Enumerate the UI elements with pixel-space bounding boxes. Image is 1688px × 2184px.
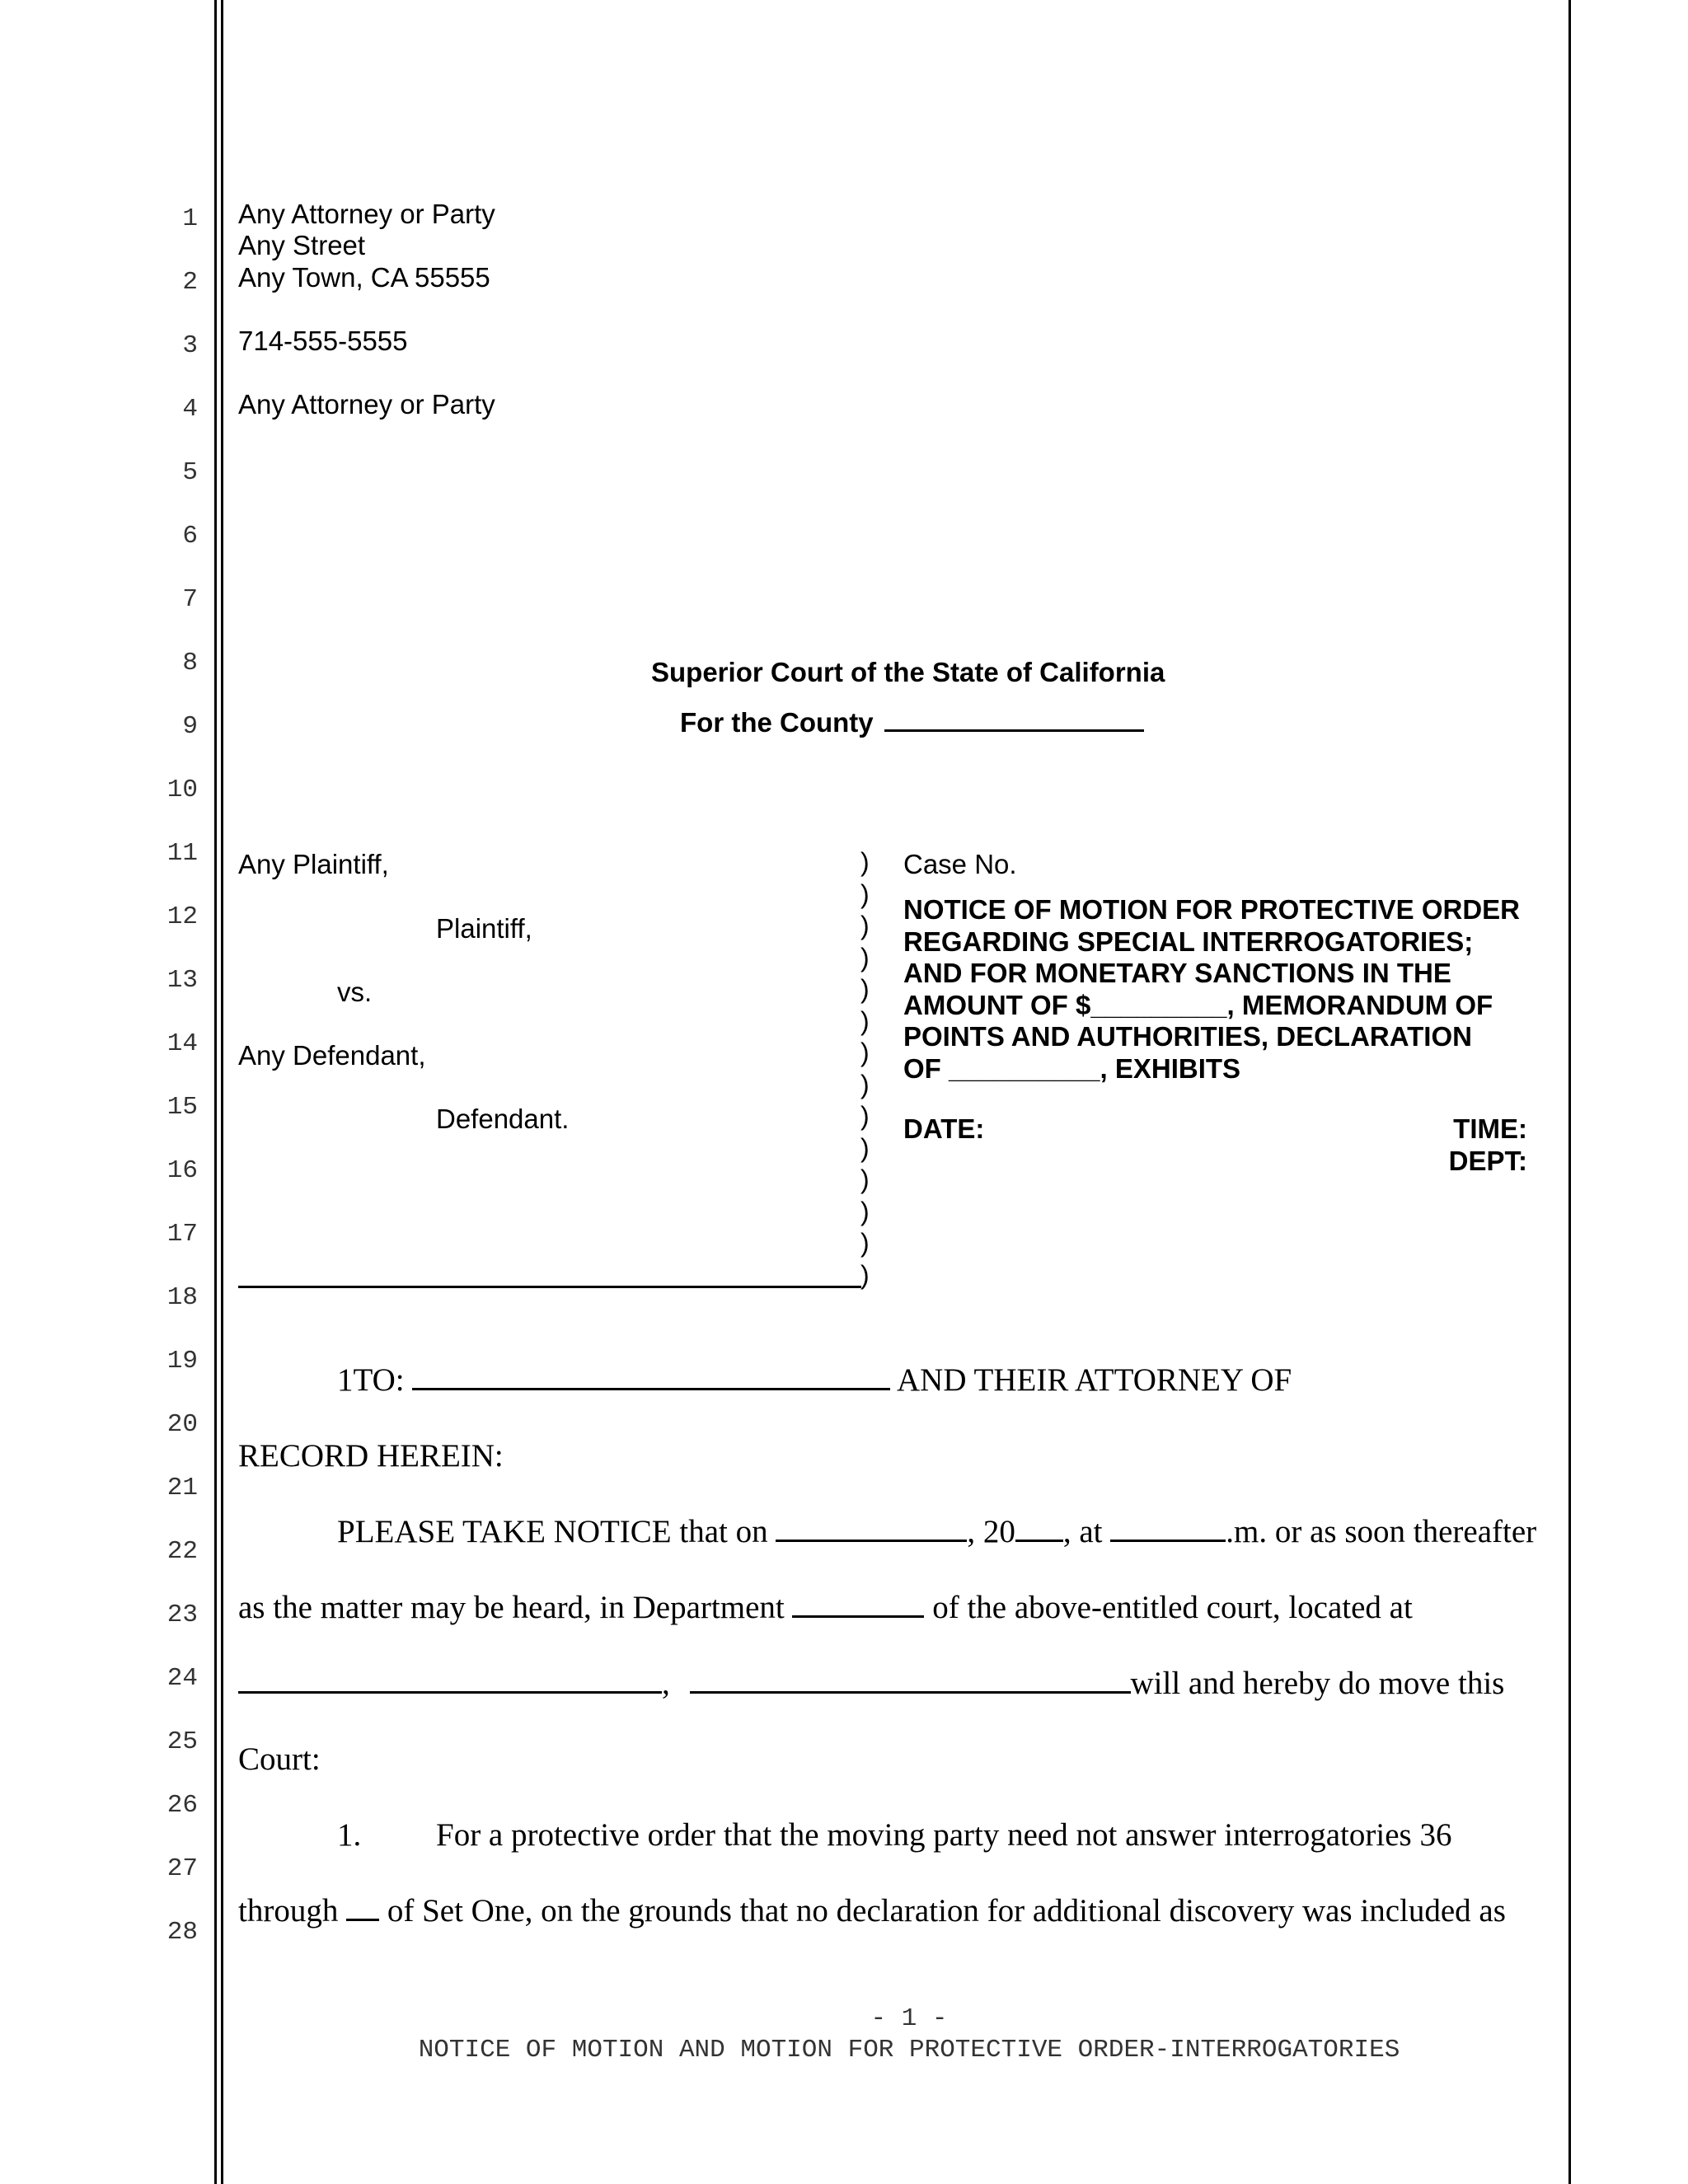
- attorney-street: Any Street: [238, 230, 366, 260]
- document-title-line: POINTS AND AUTHORITIES, DECLARATION: [903, 1021, 1472, 1052]
- defendant-role: Defendant.: [436, 1104, 570, 1134]
- hearing-time-label: TIME:: [1453, 1113, 1527, 1144]
- hearing-time-blank: [1110, 1515, 1226, 1542]
- through-text: through: [238, 1893, 339, 1929]
- line-number: 20: [166, 1410, 198, 1439]
- line-number: 21: [166, 1474, 198, 1502]
- item-text: For a protective order that the moving party need not answer interrogatories 36: [436, 1817, 1452, 1853]
- line-number: 23: [166, 1601, 198, 1629]
- notice-at: , at: [1062, 1514, 1103, 1549]
- line-number: 9: [182, 712, 198, 741]
- heard-text-2: of the above-entitled court, located at: [932, 1590, 1413, 1625]
- line-number: 4: [182, 395, 198, 424]
- line-number: 15: [166, 1093, 198, 1122]
- attorney-for: Any Attorney or Party: [238, 389, 495, 419]
- caption-paren: ): [860, 911, 870, 940]
- document-title-line: AMOUNT OF $_________, MEMORANDUM OF: [903, 990, 1493, 1020]
- interrogatory-end-blank: [346, 1894, 379, 1921]
- court-name: Superior Court of the State of California: [651, 657, 1165, 687]
- notice-year-prefix: , 20: [967, 1514, 1015, 1549]
- line-number: 10: [166, 776, 198, 804]
- line-number: 8: [182, 649, 198, 677]
- location-comma: ,: [662, 1666, 670, 1701]
- caption-paren: ): [860, 1038, 870, 1067]
- caption-paren: ): [860, 847, 870, 877]
- caption-paren: ): [860, 1070, 870, 1099]
- caption-paren: ): [860, 879, 870, 909]
- hearing-date-label: DATE:: [903, 1113, 985, 1144]
- case-number-label: Case No.: [903, 849, 1017, 879]
- document-title-line: OF __________, EXHIBITS: [903, 1053, 1241, 1084]
- caption-paren: ): [860, 943, 870, 972]
- body-line-court: Court:: [238, 1741, 321, 1777]
- move-text: will and hereby do move this: [1130, 1666, 1505, 1701]
- heard-text: as the matter may be heard, in Department: [238, 1590, 785, 1625]
- body-line-location: [238, 1665, 1504, 1702]
- body-line-heard: [238, 1589, 1413, 1626]
- line-number: 19: [166, 1347, 198, 1376]
- department-blank: [792, 1591, 924, 1618]
- body-line-notice: [337, 1513, 1536, 1550]
- line-number: 26: [166, 1791, 198, 1820]
- line-number: 25: [166, 1727, 198, 1756]
- through-text-2: of Set One, on the grounds that no declaration for additional discovery was included as: [387, 1893, 1506, 1929]
- line-number: 3: [182, 331, 198, 360]
- item-number: 1.: [337, 1817, 362, 1853]
- line-number: 13: [166, 966, 198, 995]
- moving-party-blank: [690, 1666, 1131, 1694]
- line-number: 11: [166, 839, 198, 868]
- hearing-dept-label: DEPT:: [1448, 1146, 1527, 1176]
- to-suffix: AND THEIR ATTORNEY OF: [896, 1362, 1292, 1398]
- right-margin-rule: [1568, 0, 1571, 2184]
- attorney-city: Any Town, CA 55555: [238, 262, 490, 293]
- body-line-through: [238, 1892, 1506, 1929]
- body-line-to: [337, 1361, 1292, 1399]
- line-number: 18: [166, 1283, 198, 1312]
- footer-title: NOTICE OF MOTION AND MOTION FOR PROTECTIVE ORDER-INTERROGATORIES: [418, 2036, 1400, 2064]
- plaintiff-role: Plaintiff,: [436, 913, 532, 944]
- caption-bottom-rule: [238, 1286, 861, 1288]
- caption-paren: ): [860, 1260, 870, 1290]
- notice-text: PLEASE TAKE NOTICE that on: [337, 1514, 768, 1549]
- line-number: 28: [166, 1918, 198, 1947]
- line-number: 1: [182, 204, 198, 233]
- caption-paren: ): [860, 1228, 870, 1258]
- line-number: 24: [166, 1664, 198, 1693]
- line-number: 22: [166, 1537, 198, 1566]
- attorney-name: Any Attorney or Party: [238, 199, 495, 229]
- caption-paren: ): [860, 1197, 870, 1226]
- line-number: 12: [166, 902, 198, 931]
- document-title-line: NOTICE OF MOTION FOR PROTECTIVE ORDER: [903, 894, 1521, 925]
- line-number: 14: [166, 1029, 198, 1058]
- line-number: 5: [182, 458, 198, 487]
- year-blank: [1015, 1515, 1063, 1542]
- attorney-phone: 714-555-5555: [238, 326, 408, 356]
- caption-paren: ): [860, 1101, 870, 1131]
- hearing-date-blank: [776, 1515, 967, 1542]
- county-line: [680, 705, 1144, 738]
- document-title-line: AND FOR MONETARY SANCTIONS IN THE: [903, 958, 1451, 988]
- caption-paren: ): [860, 1165, 870, 1194]
- line-number: 27: [166, 1854, 198, 1883]
- notice-thereafter: .m. or as soon thereafter: [1226, 1514, 1537, 1549]
- versus-label: vs.: [337, 977, 373, 1007]
- line-number: 6: [182, 522, 198, 551]
- location-blank: [238, 1666, 662, 1694]
- plaintiff-name: Any Plaintiff,: [238, 849, 389, 879]
- caption-paren: ): [860, 1006, 870, 1036]
- line-number: 2: [182, 268, 198, 297]
- line-number: 7: [182, 585, 198, 614]
- document-title-line: REGARDING SPECIAL INTERROGATORIES;: [903, 926, 1474, 957]
- page-number: - 1 -: [870, 2004, 948, 2033]
- caption-paren: ): [860, 974, 870, 1004]
- body-line-record: RECORD HEREIN:: [238, 1438, 504, 1474]
- line-number: 17: [166, 1220, 198, 1249]
- county-label: For the County: [680, 707, 874, 738]
- caption-paren: ): [860, 1133, 870, 1163]
- to-prefix: 1TO:: [337, 1362, 405, 1398]
- line-number: 16: [166, 1156, 198, 1185]
- defendant-name: Any Defendant,: [238, 1040, 426, 1071]
- to-blank: [412, 1363, 890, 1390]
- county-blank: [884, 705, 1144, 732]
- left-margin-rule-inner: [221, 0, 223, 2184]
- left-margin-rule-outer: [214, 0, 217, 2184]
